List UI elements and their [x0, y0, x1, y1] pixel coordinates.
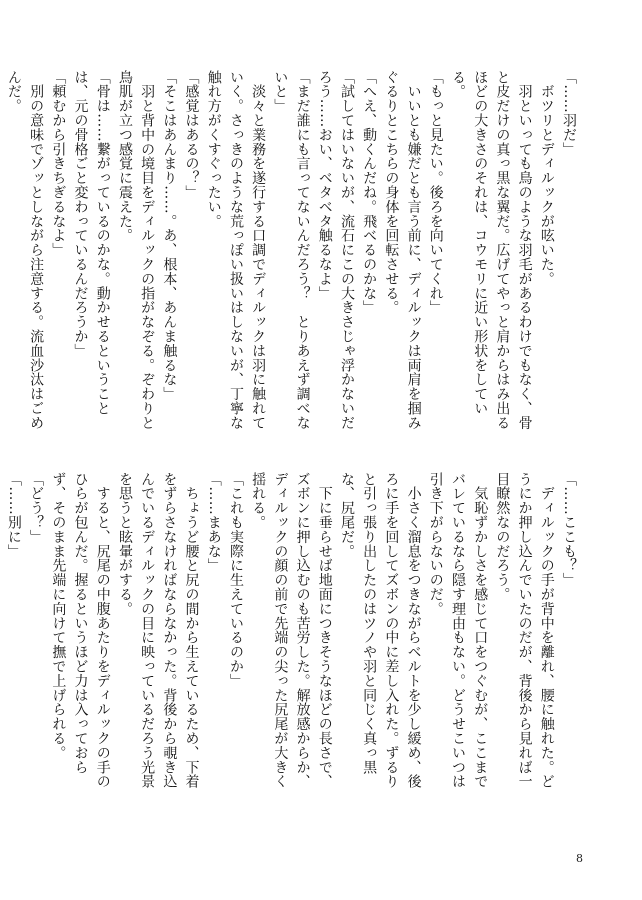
text-block-upper: 「……羽だ」 ボツリとディルックが呟いた。 羽といっても鳥のような羽毛があるわけでもなく、骨と皮だけの真っ黒な翼だ。広げてやっと肩からはみ出るほどの大きさのそれは、コウモリに近い形状をしている。 「もっと見たい。後ろを向いてくれ」 いいとも嫌だとも言う前に、ディルックは両肩を掴みぐるりとこちらの身体を回転させる。 「へえ、動くんだね。飛べるのかな」 「試してはいないが、流石にこの大きさじゃ浮かないだろう……おい、ベタベタ触るなよ」 「まだ誰にも言ってないんだろう？ とりあえず調べないと」 淡々と業務を遂行する口調でディルックは羽に触れていく。さっきのような荒っぽい扱いはしないが、丁寧な触れ方がくすぐったい。 「感覚はあるの？」 「そこはあんまり……。あ、根本、あんま触るな」 羽と背中の境目をディルックの指がなぞる。ぞわりと鳥肌が立つ感覚に震えた。 「骨は……繋がっているのかな。動かせるということは、元の骨格ごと変わっているんだろうか」 「頼むから引きちぎるなよ」 別の意味でゾッとしながら注意する。流血沙汰はごめんだ。	[5, 70, 577, 430]
page-number: 8	[576, 852, 583, 865]
text-block-lower: 「……ここも？」 ディルックの手が背中を離れ、腰に触れた。どうにか押し込んでいたのだが、背後から見れば一目瞭然なのだろう。 気恥ずかしさを感じて口をつぐむが、ここまでバレているなら隠す理由もない。どうせこいつは引き下がらないのだ。 小さく溜息をつきながらベルトを少し緩め、後ろに手を回してズボンの中に差し入れた。ずるりと引っ張り出したのはツノや羽と同じく真っ黒な、尻尾だ。 下に垂らせば地面につきそうなほどの長さで、ズボンに押し込むのも苦労した。解放感からか、ディルックの顔の前で先端の尖った尻尾が大きく揺れる。 「これも実際に生えているのか」 「……まあな」 ちょうど腰と尻の間から生えているため、下着をずらさなければならなかった。背後から覗き込んでいるディルックの目に映っているだろう光景を思うと眩暈がする。 すると、尻尾の中腹あたりをディルックの手のひらが包んだ。握るというほど力は入っておらず、そのまま先端に向けて撫で上げられる。 「どう？」 「……別に」	[5, 472, 577, 789]
